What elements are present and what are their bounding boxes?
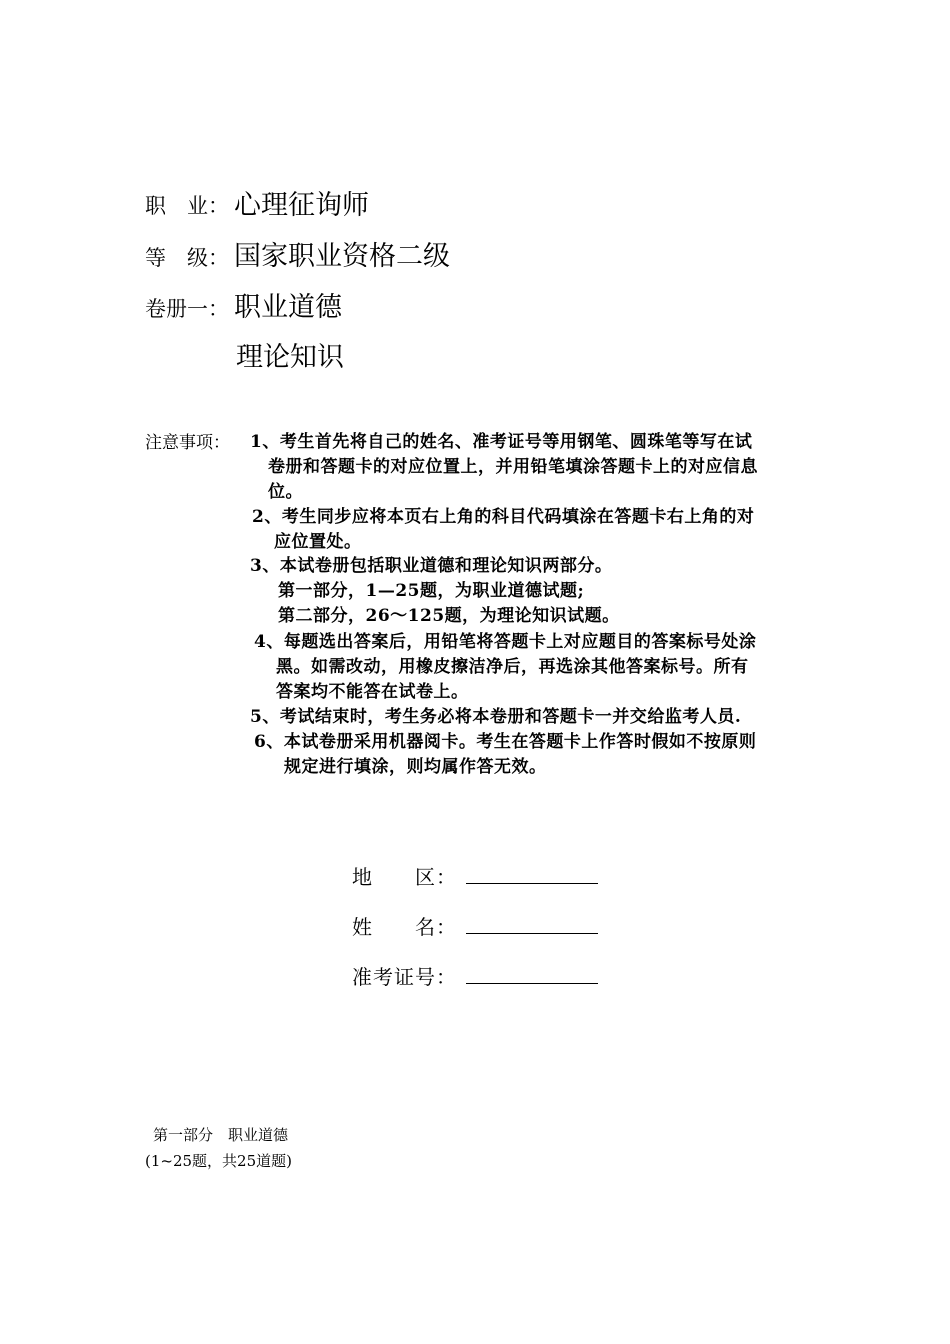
notice-line: 卷册和答题卡的对应位置上，并用铅笔填涂答题卡上的对应信息 [268,457,758,477]
notice-line: 黑。如需改动，用橡皮擦洁净后，再选涂其他答案标号。所有 [276,657,749,677]
notice-line: 6、本试卷册采用机器阅卡。考生在答题卡上作答时假如不按原则 [254,732,757,752]
volume-label: 卷册一： [145,297,229,321]
name-label: 姓 名： [352,915,457,939]
exam-id-label: 准考证号： [352,965,457,989]
exam-id-input-line[interactable] [466,983,598,984]
name-input-line[interactable] [466,933,598,934]
notice-line: 第二部分，26～125题，为理论知识试题。 [278,606,620,626]
level-label: 等 级： [145,246,229,270]
volume-value-1: 职业道德 [234,292,342,323]
notice-line: 规定进行填涂，则均属作答无效。 [284,757,547,777]
notice-line: 答案均不能答在试卷上。 [276,682,469,702]
region-input-line[interactable] [466,883,598,884]
notice-line: 位。 [268,482,303,502]
notice-line: 4、每题选出答案后，用铅笔将答题卡上对应题目的答案标号处涂 [254,632,757,652]
notice-line: 2、考生同步应将本页右上角的科目代码填涂在答题卡右上角的对 [252,507,755,527]
volume-value-2: 理论知识 [236,342,344,373]
notice-line: 1、考生首先将自己的姓名、准考证号等用钢笔、圆珠笔等写在试 [250,432,753,452]
notice-line: 3、本试卷册包括职业道德和理论知识两部分。 [250,556,613,576]
section-title: 第一部分 职业道德 [153,1126,289,1144]
notice-line: 应位置处。 [274,532,362,552]
occupation-value: 心理征询师 [234,190,369,221]
notice-line: 5、考试结束时，考生务必将本卷册和答题卡一并交给监考人员. [250,707,742,727]
section-subtitle: (1~25题，共25道题) [145,1152,292,1170]
region-label: 地 区： [352,865,457,889]
notice-line: 第一部分，1—25题，为职业道德试题; [278,581,585,601]
level-value: 国家职业资格二级 [234,241,450,272]
notice-label: 注意事项： [145,433,230,453]
occupation-label: 职 业： [145,194,229,218]
